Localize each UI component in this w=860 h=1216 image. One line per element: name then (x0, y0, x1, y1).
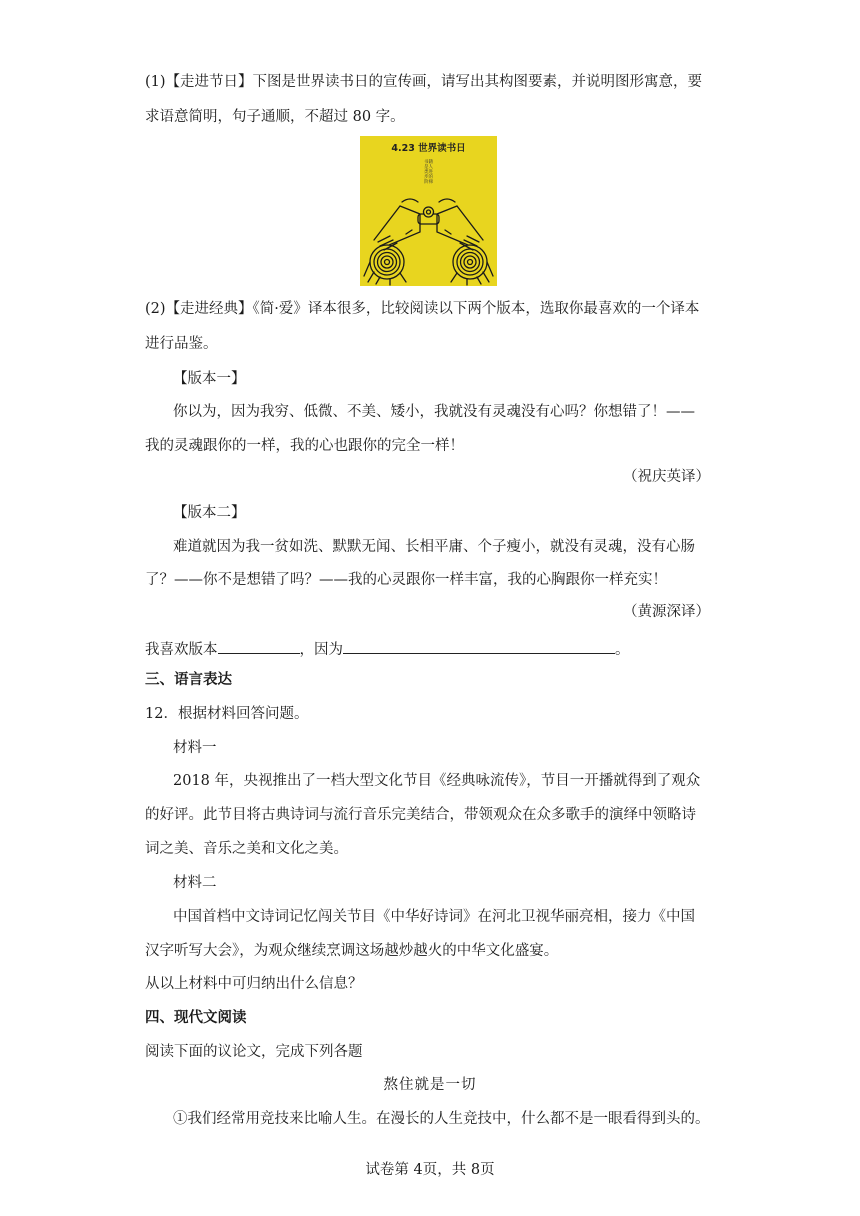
material-one-line-3: 词之美、音乐之美和文化之美。 (145, 841, 348, 857)
material-two-label: 材料二 (173, 875, 217, 891)
material-two-line-1: 中国首档中文诗词记忆闯关节目《中华好诗词》在河北卫视华丽亮相，接力《中国 (173, 909, 695, 925)
q1-line-1: (1)【走进节日】下图是世界读书日的宣传画，请写出其构图要素，并说明图形寓意，要 (145, 74, 703, 90)
version-two-line-1: 难道就因为我一贫如洗、默默无闻、长相平庸、个子瘦小，就没有灵魂，没有心肠 (173, 539, 695, 555)
answer-mid: ，因为 (299, 642, 343, 658)
section-3-heading: 三、语言表达 (145, 672, 232, 688)
poster-title: 4.23 世界读书日 (391, 143, 466, 154)
binoculars-scroll-icon (360, 136, 497, 286)
page-footer: 试卷第 4页，共 8页 (365, 1162, 495, 1178)
version-two-translator: （黄源深译） (623, 604, 710, 620)
material-one-line-2: 的好评。此节目将古典诗词与流行音乐完美结合，带领观众在众多歌手的演绎中领略诗 (145, 807, 696, 823)
q2-line-2: 进行品鉴。 (145, 336, 218, 352)
article-title: 熬住就是一切 (383, 1077, 477, 1093)
version-one-label: 【版本一】 (173, 371, 246, 387)
answer-line (145, 637, 630, 660)
q2-line-1: (2)【走进经典】《简·爱》译本很多，比较阅读以下两个版本，选取你最喜欢的一个译本 (145, 301, 700, 317)
material-one-label: 材料一 (173, 740, 217, 756)
reason-answer-blank[interactable] (343, 637, 615, 654)
version-answer-blank[interactable] (218, 637, 300, 654)
q1-line-2: 求语意简明，句子通顺，不超过 80 字。 (145, 109, 405, 125)
question-12: 12．根据材料回答问题。 (145, 706, 309, 722)
article-paragraph-1: ①我们经常用竞技来比喻人生。在漫长的人生竞技中，什么都不是一眼看得到头的。 (173, 1111, 710, 1127)
material-one-line-1: 2018 年，央视推出了一档大型文化节目《经典咏流传》，节目一开播就得到了观众 (173, 773, 701, 789)
material-two-line-2: 汉字听写大会》，为观众继续烹调这场越炒越火的中华文化盛宴。 (145, 943, 559, 959)
section-4-heading: 四、现代文阅读 (145, 1010, 247, 1026)
answer-prefix: 我喜欢版本 (145, 642, 218, 658)
version-one-line-2: 我的灵魂跟你的一样，我的心也跟你的完全一样！ (145, 438, 464, 454)
poster-subtitle: 书籍是人类进步的阶梯 (424, 160, 433, 185)
version-one-line-1: 你以为，因为我穷、低微、不美、矮小，我就没有灵魂没有心吗？你想错了！—— (173, 404, 695, 420)
version-two-label: 【版本二】 (173, 505, 246, 521)
answer-end: 。 (615, 642, 630, 658)
version-one-translator: （祝庆英译） (623, 469, 710, 485)
version-two-line-2: 了？——你不是想错了吗？——我的心灵跟你一样丰富，我的心胸跟你一样充实！ (145, 572, 667, 588)
world-book-day-poster (360, 136, 497, 286)
section-4-intro: 阅读下面的议论文，完成下列各题 (145, 1044, 363, 1060)
section-3-question: 从以上材料中可归纳出什么信息？ (145, 976, 363, 992)
